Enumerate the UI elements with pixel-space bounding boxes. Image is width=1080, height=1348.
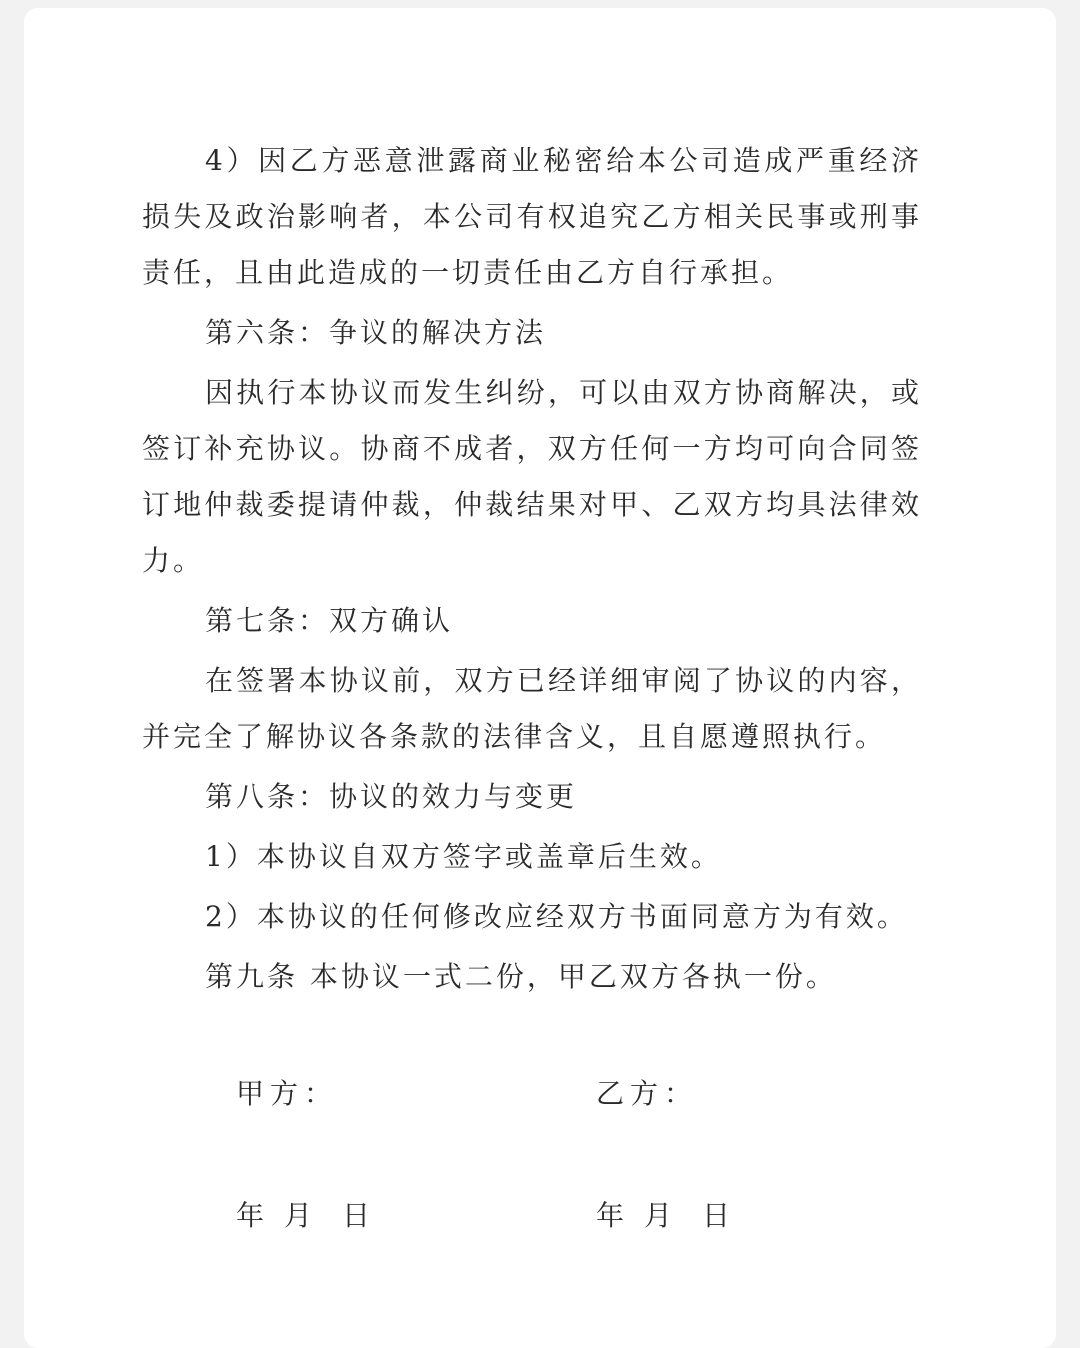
- year-label: 年: [596, 1199, 625, 1232]
- party-a-label: 甲方：: [236, 1077, 339, 1110]
- year-label: 年: [236, 1199, 265, 1232]
- article-heading: 第六条：争议的解决方法: [205, 316, 547, 349]
- day-label: 日: [702, 1199, 731, 1232]
- clause-paragraph: 因执行本协议而发生纠纷，可以由双方协商解决，或签订补充协议。协商不成者，双方任何一方均可向合同签订地仲裁委提请仲裁，仲裁结果对甲、乙双方均具法律效力。: [142, 376, 922, 577]
- article-heading: 第八条：协议的效力与变更: [205, 780, 578, 813]
- party-b-label: 乙方：: [596, 1077, 699, 1110]
- party-a-date: [236, 1194, 370, 1234]
- month-label: 月: [644, 1199, 673, 1232]
- article-heading: 第九条 本协议一式二份，甲乙双方各执一份。: [205, 960, 837, 993]
- document-body: [142, 133, 922, 1005]
- article-heading: 第七条：双方确认: [205, 604, 454, 637]
- clause-paragraph: 2）本协议的任何修改应经双方书面同意方为有效。: [205, 900, 908, 933]
- party-b-date: [596, 1194, 730, 1234]
- day-label: 日: [342, 1199, 371, 1232]
- month-label: 月: [284, 1199, 313, 1232]
- clause-paragraph: 1）本协议自双方签字或盖章后生效。: [205, 840, 722, 873]
- clause-paragraph: 在签署本协议前，双方已经详细审阅了协议的内容，并完全了解协议各条款的法律含义，且自愿遵照执行。: [142, 664, 922, 753]
- clause-paragraph: 4）因乙方恶意泄露商业秘密给本公司造成严重经济损失及政治影响者，本公司有权追究乙方相关民事或刑事责任，且由此造成的一切责任由乙方自行承担。: [142, 144, 922, 289]
